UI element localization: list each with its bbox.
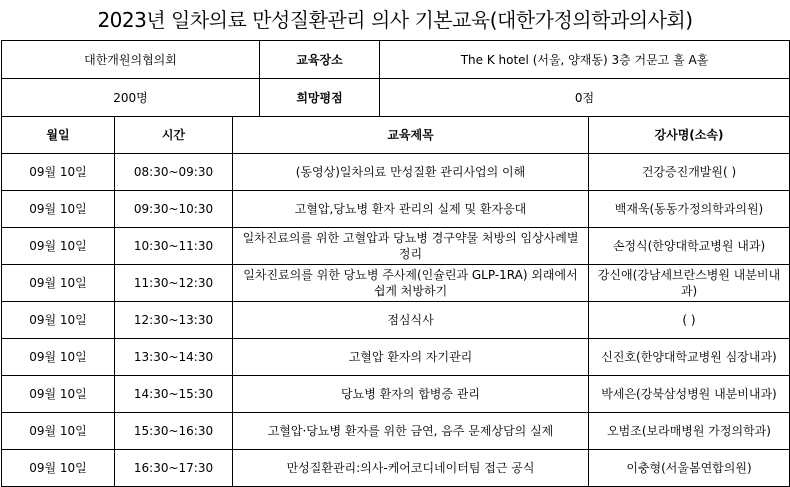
row-subject: 고혈압 환자의 자기관리 — [233, 339, 589, 376]
row-lecturer: 강신애(강남세브란스병원 내분비내과) — [589, 265, 790, 302]
venue-value: The K hotel (서울, 양재동) 3층 거문고 홀 A홀 — [380, 41, 790, 79]
row-date: 09월 10일 — [2, 376, 115, 413]
row-date: 09월 10일 — [2, 191, 115, 228]
row-date: 09월 10일 — [2, 154, 115, 191]
header-lecturer: 강사명(소속) — [589, 117, 790, 154]
header-date: 월일 — [2, 117, 115, 154]
table-row — [2, 413, 790, 450]
page-title: 2023년 일차의료 만성질환관리 의사 기본교육(대한가정의학과의사회) — [97, 8, 693, 32]
row-subject: (동영상)일차의료 만성질환 관리사업의 이해 — [233, 154, 589, 191]
row-lecturer: 손정식(한양대학교병원 내과) — [589, 228, 790, 265]
row-subject: 만성질환관리:의사-케어코디네이터팀 접근 공식 — [233, 450, 589, 487]
row-date: 09월 10일 — [2, 413, 115, 450]
header-subject: 교육제목 — [233, 117, 589, 154]
table-row — [2, 339, 790, 376]
row-time: 14:30~15:30 — [115, 376, 233, 413]
schedule-table — [1, 116, 790, 487]
row-time: 12:30~13:30 — [115, 302, 233, 339]
header-time: 시간 — [115, 117, 233, 154]
row-lecturer: 오범조(보라매병원 가정의학과) — [589, 413, 790, 450]
row-lecturer: 이충형(서울봄연합의원) — [589, 450, 790, 487]
row-subject: 당뇨병 환자의 합병증 관리 — [233, 376, 589, 413]
row-time: 08:30~09:30 — [115, 154, 233, 191]
row-subject: 고혈압·당뇨병 환자를 위한 금연, 음주 문제상담의 실제 — [233, 413, 589, 450]
row-date: 09월 10일 — [2, 339, 115, 376]
rating-value: 0점 — [380, 79, 790, 117]
row-lecturer: 건강증진개발원( ) — [589, 154, 790, 191]
row-time: 10:30~11:30 — [115, 228, 233, 265]
row-time: 09:30~10:30 — [115, 191, 233, 228]
table-row — [2, 450, 790, 487]
info-table — [1, 40, 790, 117]
row-subject: 고혈압,당뇨병 환자 관리의 실제 및 환자응대 — [233, 191, 589, 228]
table-row — [2, 265, 790, 302]
row-lecturer: 박세은(강북삼성병원 내분비내과) — [589, 376, 790, 413]
row-lecturer: 신진호(한양대학교병원 심장내과) — [589, 339, 790, 376]
row-date: 09월 10일 — [2, 265, 115, 302]
table-row — [2, 376, 790, 413]
header-row — [2, 117, 790, 154]
row-time: 16:30~17:30 — [115, 450, 233, 487]
org-name: 대한개원의협의회 — [2, 41, 260, 79]
row-lecturer: ( ) — [589, 302, 790, 339]
row-time: 11:30~12:30 — [115, 265, 233, 302]
row-date: 09월 10일 — [2, 450, 115, 487]
row-lecturer: 백재욱(동동가정의학과의원) — [589, 191, 790, 228]
table-row — [2, 191, 790, 228]
attendee-count: 200명 — [2, 79, 260, 117]
table-row — [2, 154, 790, 191]
row-date: 09월 10일 — [2, 228, 115, 265]
row-subject: 점심식사 — [233, 302, 589, 339]
row-subject: 일차진료의를 위한 고혈압과 당뇨병 경구약물 처방의 임상사례별 정리 — [233, 228, 589, 265]
table-row — [2, 228, 790, 265]
row-date: 09월 10일 — [2, 302, 115, 339]
row-time: 13:30~14:30 — [115, 339, 233, 376]
rating-label: 희망평점 — [260, 79, 380, 117]
table-row — [2, 302, 790, 339]
row-time: 15:30~16:30 — [115, 413, 233, 450]
row-subject: 일차진료의를 위한 당뇨병 주사제(인슐린과 GLP-1RA) 외래에서 쉽게 처방하기 — [233, 265, 589, 302]
venue-label: 교육장소 — [260, 41, 380, 79]
